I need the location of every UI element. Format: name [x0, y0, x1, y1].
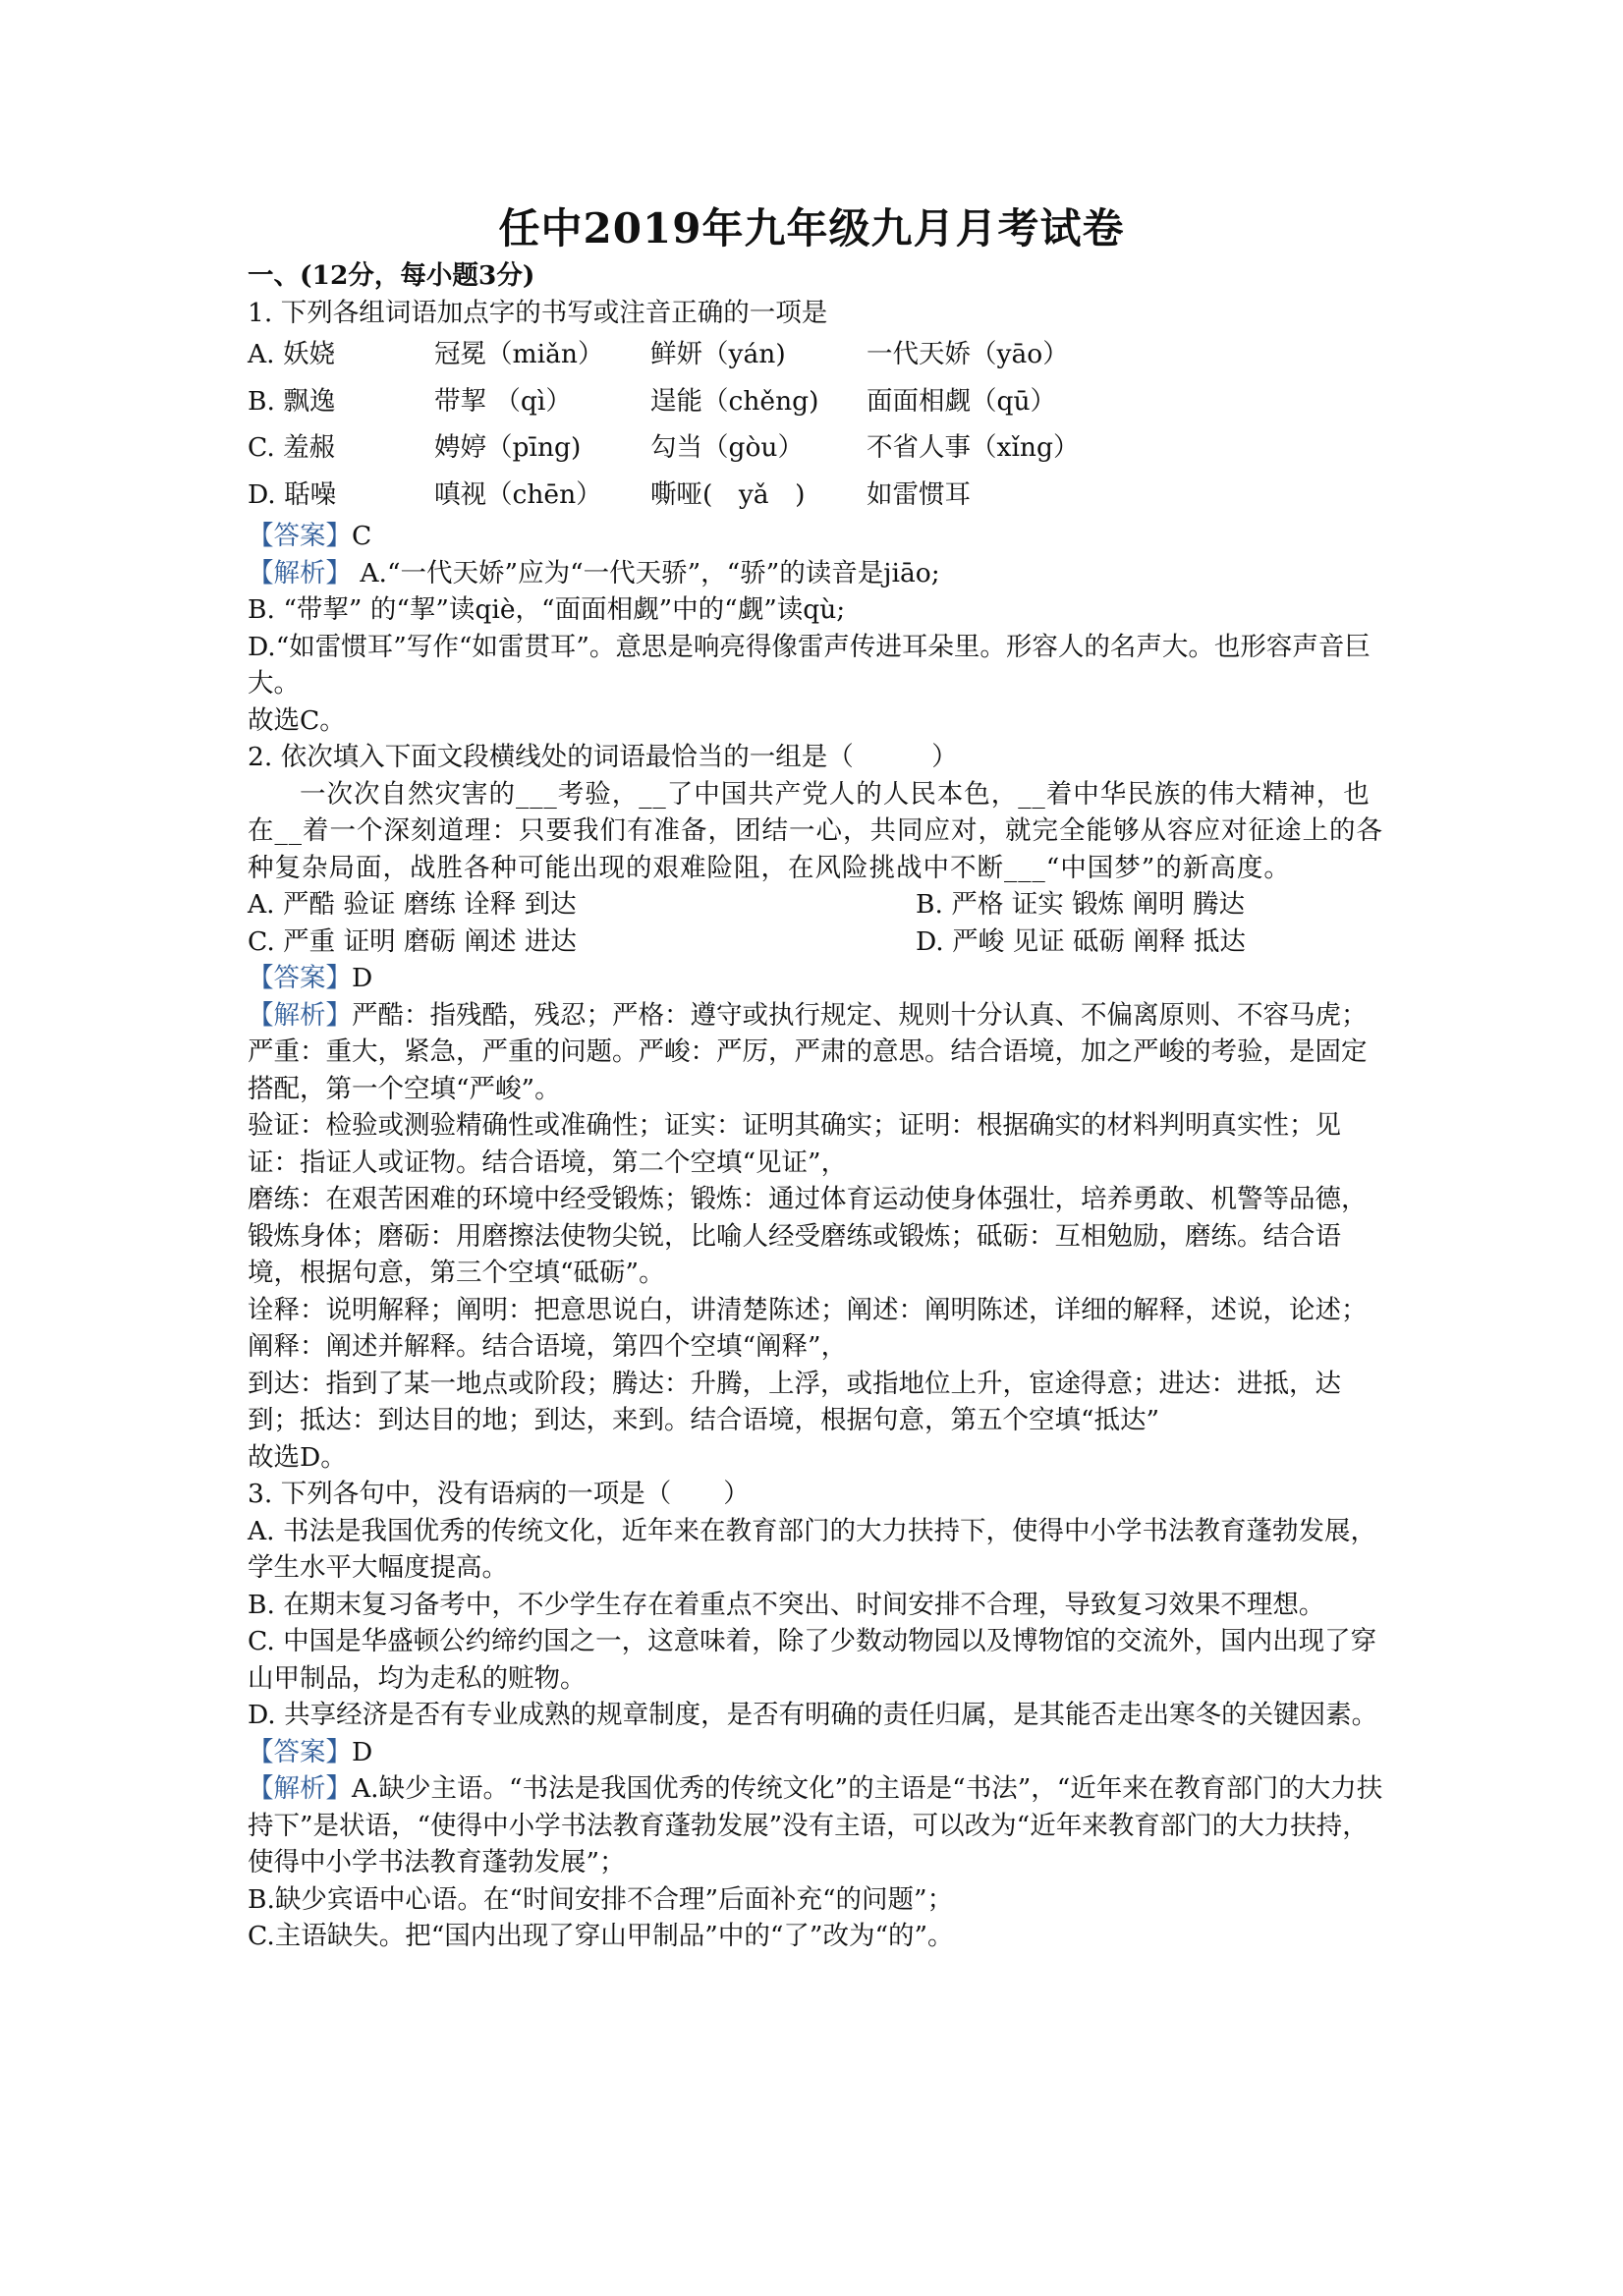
answer-value: C — [352, 521, 372, 551]
q1-option-cell: 娉婷（pīng) — [434, 432, 582, 463]
answer-value: D — [352, 963, 373, 993]
q1-option-cell: 鲜妍（yán) — [650, 339, 786, 369]
q1-option-cell: 冠冕（miǎn） — [434, 339, 604, 369]
answer-tag: 【答案】 — [248, 521, 352, 551]
q1-option-cell: D. 聒噪 — [248, 478, 337, 510]
q1-analysis — [248, 555, 1387, 592]
q1-option-cell: B. 飘逸 — [248, 385, 336, 417]
q1-option-row — [248, 331, 1387, 378]
q1-option-cell: 嗔视（chēn） — [434, 478, 602, 510]
analysis-tag: 【解析】 — [248, 1773, 352, 1804]
q1-option-cell: 如雷惯耳 — [867, 478, 971, 510]
q1-option-row — [248, 472, 1387, 519]
q3-choice: D. 共享经济是否有专业成熟的规章制度，是否有明确的责任归属，是其能否走出寒冬的关键因素。 — [248, 1700, 1378, 1730]
q1-option-cell: 一代天娇（yāo） — [867, 339, 1069, 369]
q1-option-cell: A. 妖娆 — [248, 339, 335, 369]
q1-option-cell: 嘶哑( yǎ ) — [650, 478, 806, 510]
section-heading: 一、(12分，每小题3分) — [248, 260, 535, 291]
q2-choice: D. 严峻 见证 砥砺 阐释 抵达 — [916, 925, 1246, 957]
q1-option-cell: C. 羞赧 — [248, 432, 336, 463]
q2-choice: B. 严格 证实 锻炼 阐明 腾达 — [916, 889, 1246, 920]
q2-choice: A. 严酷 验证 磨练 诠释 到达 — [248, 889, 577, 920]
analysis-tag: 【解析】 — [248, 999, 352, 1031]
q2-passage: 一次次自然灾害的___考验，__了中国共产党人的人民本色，__着中华民族的伟大精神，也在__着一个深刻道理：只要我们有准备，团结一心，共同应对，就完全能够从容应对征途上的各种复杂局面，战胜各种可能出现的艰难险阻，在风险挑战中不断___“中国梦”的新高度。 — [248, 778, 1383, 883]
q2-analysis-line: 到达：指到了某一地点或阶段；腾达：升腾，上浮，或指地位上升，宦途得意；进达：进抵，达到；抵达：到达目的地；到达，来到。结合语境，根据句意，第五个空填“抵达” — [248, 1368, 1341, 1435]
analysis-text: A.“一代天娇”应为“一代天骄”，“骄”的读音是jiāo; — [352, 557, 940, 588]
q1-analysis-line: D.“如雷惯耳”写作“如雷贯耳”。意思是响亮得像雷声传进耳朵里。形容人的名声大。也形容声音巨大。 — [248, 631, 1371, 699]
q1-analysis-line: 故选C。 — [248, 704, 346, 736]
answer-value: D — [352, 1736, 373, 1767]
q3-answer — [248, 1734, 1387, 1771]
page-title: 任中2019年九年级九月月考试卷 — [498, 204, 1125, 252]
answer-tag: 【答案】 — [248, 1736, 352, 1767]
exam-content — [248, 257, 1387, 1955]
q2-answer — [248, 960, 1387, 997]
q1-option-cell: 勾当（gòu） — [650, 432, 804, 463]
q1-option-cell: 不省人事（xǐng） — [867, 432, 1080, 463]
q2-analysis-line: 验证：检验或测验精确性或准确性；证实：证明其确实；证明：根据确实的材料判明真实性；见证：指证人或证物。结合语境，第二个空填“见证”， — [248, 1110, 1341, 1178]
q2-stem: 2. 依次填入下面文段横线处的词语最恰当的一组是（ ） — [248, 742, 958, 772]
q1-analysis-line: B. “带挈” 的“挈”读qiè，“面面相觑”中的“觑”读qù; — [248, 594, 846, 625]
q2-analysis-line: 诠释：说明解释；阐明：把意思说白，讲清楚陈述；阐述：阐明陈述，详细的解释，述说，论述；阐释：阐述并解释。结合语境，第四个空填“阐释”， — [248, 1294, 1368, 1362]
q2-analysis-line: 故选D。 — [248, 1441, 347, 1473]
q1-option-cell: 逞能（chěng) — [650, 385, 819, 417]
q1-option-row — [248, 378, 1387, 425]
q2-choice-row — [248, 886, 1387, 924]
q1-stem: 1. 下列各组词语加点字的书写或注音正确的一项是 — [248, 297, 828, 328]
q3-choice: C. 中国是华盛顿公约缔约国之一，这意味着，除了少数动物园以及博物馆的交流外，国内出现了穿山甲制品，均为走私的赃物。 — [248, 1626, 1377, 1694]
analysis-tag: 【解析】 — [248, 557, 352, 588]
q3-stem: 3. 下列各句中，没有语病的一项是（ ） — [248, 1479, 750, 1509]
q3-choice: A. 书法是我国优秀的传统文化，近年来在教育部门的大力扶持下，使得中小学书法教育蓬勃发展，学生水平大幅度提高。 — [248, 1515, 1376, 1583]
q2-analysis-line: 磨练：在艰苦困难的环境中经受锻炼；锻炼：通过体育运动使身体强壮，培养勇敢、机警等品德，锻炼身体；磨砺：用磨擦法使物尖锐，比喻人经受磨练或锻炼；砥砺：互相勉励，磨练。结合语境，根据句意，第三个空填“砥砺”。 — [248, 1184, 1368, 1288]
q3-analysis — [248, 1770, 1387, 1881]
q1-option-cell: 面面相觑（qū） — [867, 385, 1057, 417]
answer-tag: 【答案】 — [248, 963, 352, 993]
q1-option-row — [248, 424, 1387, 472]
q2-analysis — [248, 997, 1387, 1108]
analysis-text: A.缺少主语。“书法是我国优秀的传统文化”的主语是“书法”，“近年来在教育部门的大力扶持下”是状语，“使得中小学书法教育蓬勃发展”没有主语，可以改为“近年来教育部门的大力扶持，使得中小学书法教育蓬勃发展”； — [248, 1773, 1383, 1877]
q3-analysis-line: C.主语缺失。把“国内出现了穿山甲制品”中的“了”改为“的”。 — [248, 1921, 954, 1951]
q3-choice: B. 在期末复习备考中，不少学生存在着重点不突出、时间安排不合理，导致复习效果不理想。 — [248, 1589, 1325, 1620]
q2-choice-row — [248, 924, 1387, 961]
q1-option-cell: 带挈 （qì） — [434, 385, 572, 417]
q2-choice: C. 严重 证明 磨砺 阐述 进达 — [248, 925, 577, 957]
q3-analysis-line: B.缺少宾语中心语。在“时间安排不合理”后面补充“的问题”； — [248, 1883, 954, 1915]
analysis-text: 严酷：指残酷，残忍；严格：遵守或执行规定、规则十分认真、不偏离原则、不容马虎；严重：重大，紧急，严重的问题。严峻：严厉，严肃的意思。结合语境，加之严峻的考验，是固定搭配，第一个空填“严峻”。 — [248, 999, 1368, 1104]
q1-answer — [248, 518, 1387, 555]
